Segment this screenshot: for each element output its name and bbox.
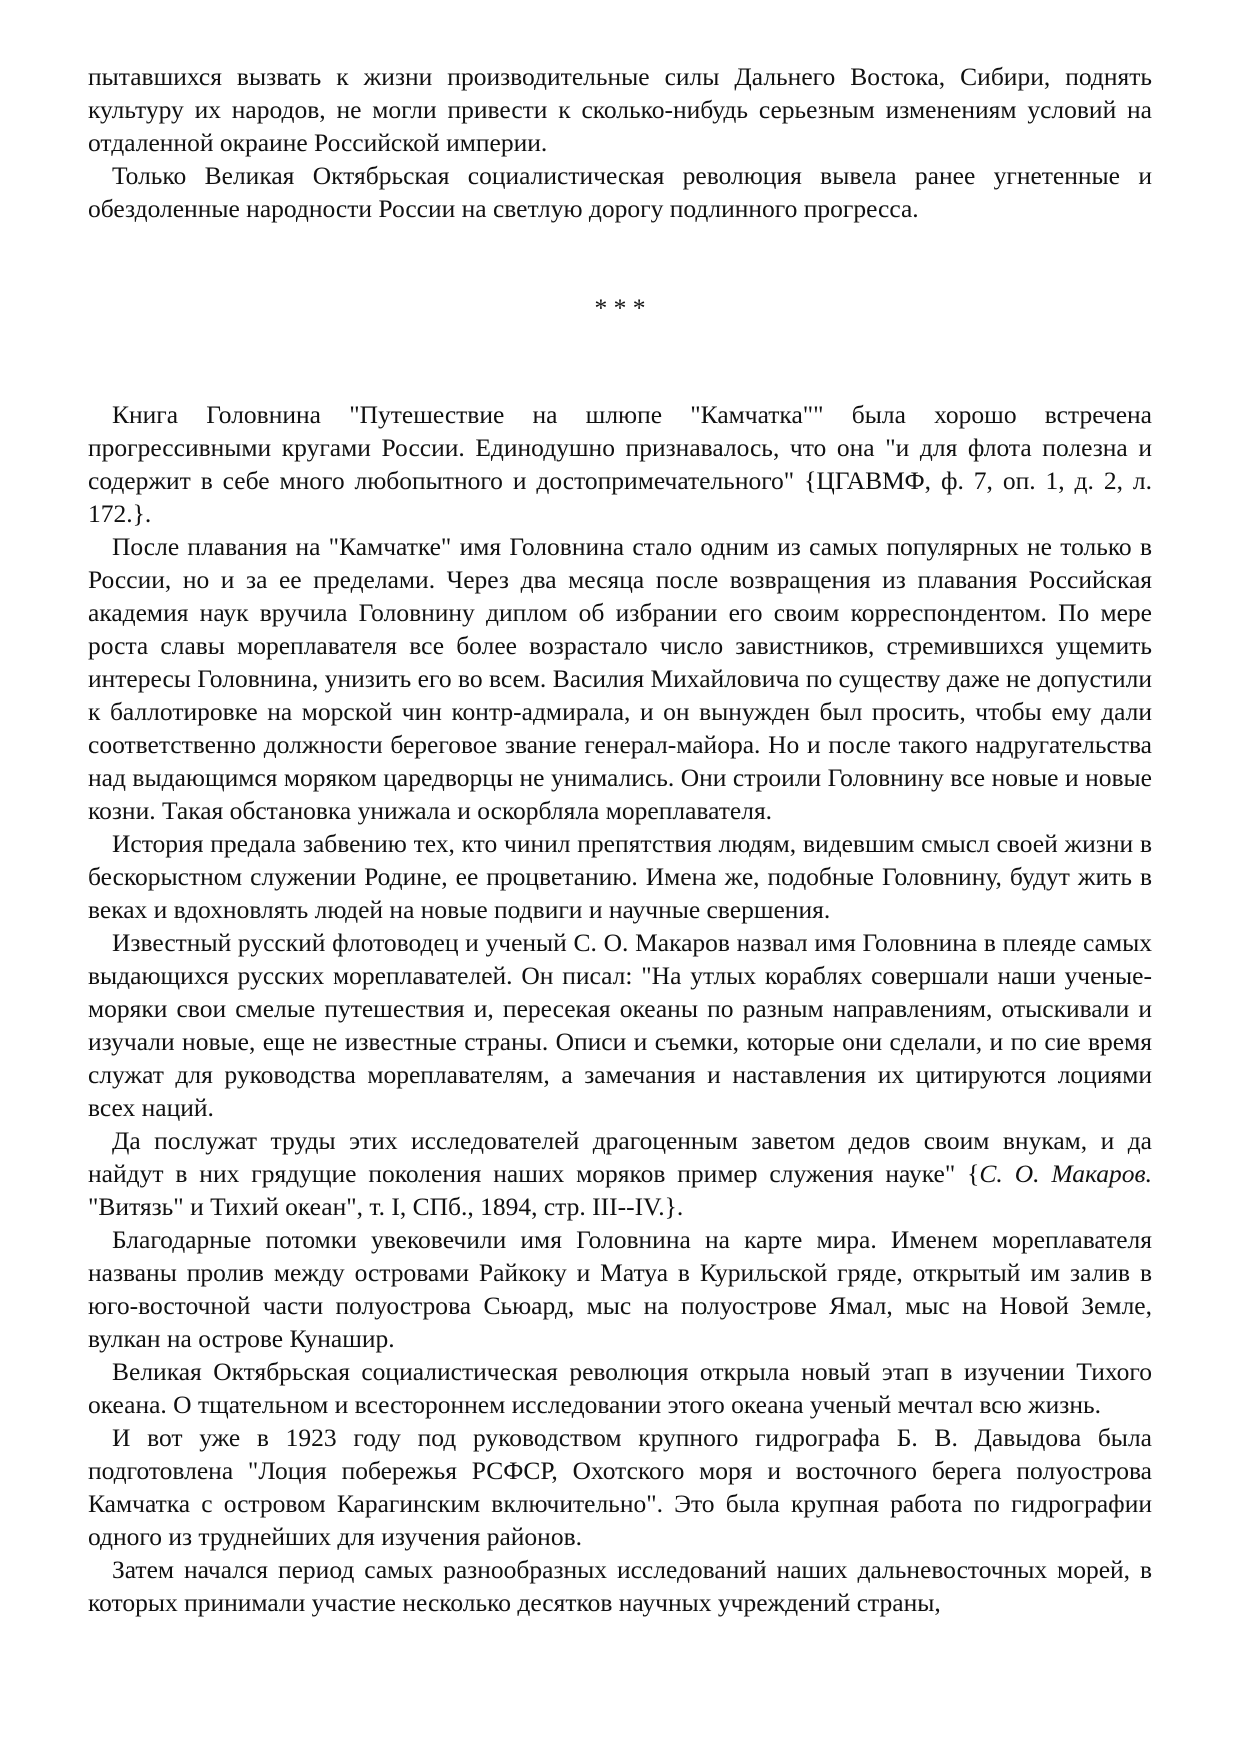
paragraph-1923: И вот уже в 1923 году под руководством крупного гидрографа Б. В. Давыдова была подготовлена "Лоция побережья РСФСР, Охотского моря и восточного берега полуострова Камчатка с островом Карагинским включительно". Это была крупная работа по гидрографии одного из труднейших для изучения районов.: [88, 1423, 1152, 1551]
citation-author: С. О. Макаров.: [979, 1159, 1152, 1188]
paragraph-book: Книга Головнина "Путешествие на шлюпе "Камчатка"" была хорошо встречена прогрессивными кругами России. Единодушно признавалось, что она "и для флота полезна и содержит в себе много любопытного и достопримечательного" {ЦГАВМФ, ф. 7, оп. 1, д. 2, л. 172.}.: [88, 400, 1152, 528]
paragraph-map: Благодарные потомки увековечили имя Головнина на карте мира. Именем мореплавателя названы пролив между островами Райкоку и Матуа в Курильской гряде, открытый им залив в юго-восточной части полуострова Сьюард, мыс на полуострове Ямал, мыс на Новой Земле, вулкан на острове Кунашир.: [88, 1225, 1152, 1353]
paragraph-quote-end: [88, 1124, 1152, 1223]
paragraph-continuation: пытавшихся вызвать к жизни производительные силы Дальнего Востока, Сибири, поднять культуру их народов, не могли привести к сколько-нибудь серьезным изменениям условий на отдаленной окраине Российской империи.: [88, 62, 1152, 157]
paragraph-popularity: После плавания на "Камчатке" имя Головнина стало одним из самых популярных не только в России, но и за ее пределами. Через два месяца после возвращения из плавания Российская академия наук вручила Головнину диплом об избрании его своим корреспондентом. По мере роста славы мореплавателя все более возрастало число завистников, стремившихся ущемить интересы Головнина, унизить его во всем. Василия Михайловича по существу даже не допустили к баллотировке на морской чин контр-адмирала, и он вынужден был просить, чтобы ему дали соответственно должности береговое звание генерал-майора. Но и после такого надругательства над выдающимся моряком царедворцы не унимались. Они строили Головнину все новые и новые козни. Такая обстановка унижала и оскорбляла мореплавателя.: [88, 532, 1152, 825]
paragraph-research: Затем начался период самых разнообразных исследований наших дальневосточных морей, в которых принимали участие несколько десятков научных учреждений страны,: [88, 1555, 1152, 1617]
citation-source: "Витязь" и Тихий океан", т. I, СПб., 1894, стр. III--IV.}.: [88, 1192, 684, 1221]
quote-text: Да послужат труды этих исследователей драгоценным заветом дедов своим внукам, и да найдут в них грядущие поколения наших моряков пример служения науке" {: [88, 1126, 1152, 1188]
paragraph-revolution: Только Великая Октябрьская социалистическая революция вывела ранее угнетенные и обездоленные народности России на светлую дорогу подлинного прогресса.: [88, 161, 1152, 223]
paragraph-new-stage: Великая Октябрьская социалистическая революция открыла новый этап в изучении Тихого океана. О тщательном и всестороннем исследовании этого океана ученый мечтал всю жизнь.: [88, 1357, 1152, 1419]
paragraph-history: История предала забвению тех, кто чинил препятствия людям, видевшим смысл своей жизни в бескорыстном служении Родине, ее процветанию. Имена же, подобные Головнину, будут жить в веках и вдохновлять людей на новые подвиги и научные свершения.: [88, 829, 1152, 924]
section-separator: * * *: [594, 293, 646, 322]
paragraph-makarov: Известный русский флотоводец и ученый С. О. Макаров назвал имя Головнина в плеяде самых выдающихся русских мореплавателей. Он писал: "На утлых кораблях совершали наши ученые-моряки свои смелые путешествия и, пересекая океаны по разным направлениям, отыскивали и изучали новые, еще не известные страны. Описи и съемки, которые они сделали, и по сие время служат для руководства мореплавателям, а замечания и наставления их цитируются лоциями всех наций.: [88, 928, 1152, 1122]
